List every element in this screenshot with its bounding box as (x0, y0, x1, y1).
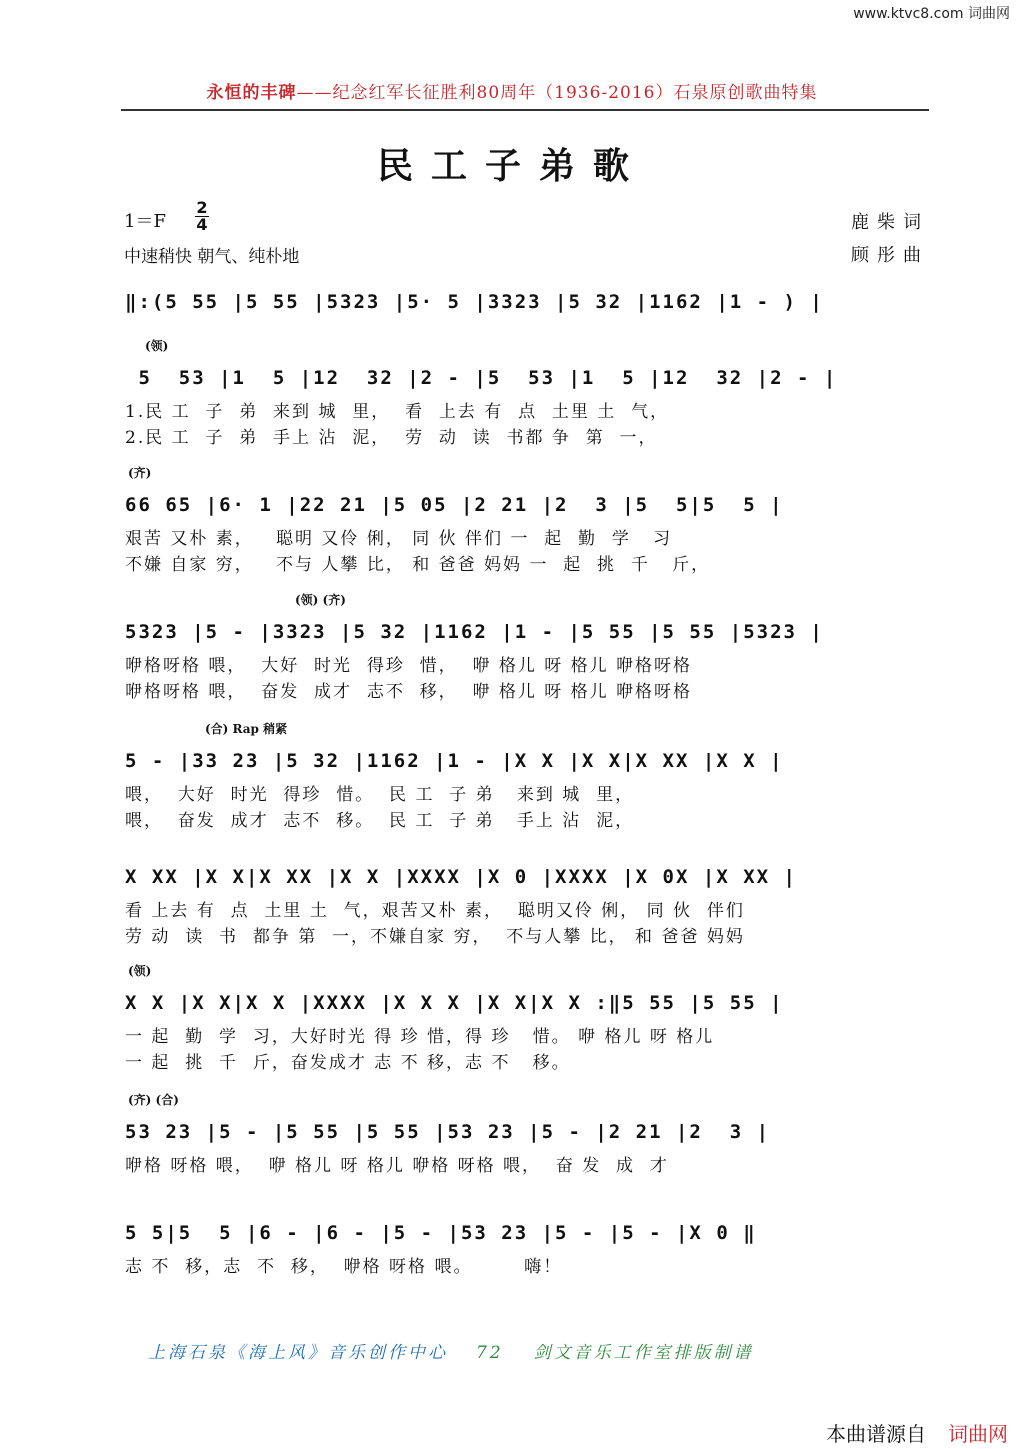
lyrics-verse-1: 喂， 大好 时光 得珍 惜。 民 工 子 弟 来到 城 里， (125, 785, 635, 805)
lyrics-verse-1: 艰苦 又朴 素， 聪明 又伶 俐， 同 伙 伴们 一 起 勤 学 习 (125, 529, 673, 549)
time-signature (195, 200, 209, 233)
notes-line: 66 65 |6· 1 |22 21 |5 05 |2 21 |2 3 |5 5|5 5 | (125, 494, 784, 516)
part-marker: (领) (128, 964, 152, 978)
notes-line: ‖:(5 55 |5 55 |5323 |5· 5 |3323 |5 32 |1162 |1 - ) | (125, 291, 824, 313)
lyrics-verse-1: 志 不 移，志 不 移， 咿格 呀格 喂。 嗨！ (125, 1257, 563, 1277)
source-site-link[interactable]: 词曲网 (948, 1422, 1008, 1446)
notes-line: X X |X X|X X |XXXX |X X X |X X|X X :‖5 55 |5 55 | (125, 992, 784, 1014)
score-row-5 (0, 722, 1024, 866)
lyrics-verse-2: 一 起 挑 千 斤，奋发成才 志 不 移，志 不 移。 (125, 1053, 571, 1073)
part-marker: (齐) (合) (128, 1093, 179, 1107)
score-row-3 (0, 466, 1024, 610)
lyrics-verse-1: 1.民 工 子 弟 来到 城 里， 看 上去 有 点 土里 土 气， (125, 402, 670, 422)
creation-center: 上海石泉《海上风》音乐创作中心 (148, 1343, 448, 1363)
lyrics-verse-2: 咿格呀格 喂， 奋发 成才 志不 移， 咿 格儿 呀 格儿 咿格呀格 (125, 682, 693, 702)
source-attribution (826, 1418, 1008, 1447)
site-watermark: www.ktvc8.com 词曲网 (853, 6, 1010, 22)
series-name: 永恒的丰碑 (206, 83, 297, 103)
page-number: 72 (476, 1343, 504, 1363)
notes-line: 53 23 |5 - |5 55 |5 55 |53 23 |5 - |2 21 |2 3 | (125, 1121, 771, 1143)
part-marker: (合) Rap 稍紧 (205, 722, 288, 736)
engraving-studio: 剑文音乐工作室排版制谱 (533, 1343, 754, 1363)
series-heading (0, 78, 1024, 103)
part-marker: (领) (齐) (295, 593, 346, 607)
part-marker: (领) (145, 339, 169, 353)
lyrics-verse-2: 不嫌 自家 穷， 不与 人攀 比， 和 爸爸 妈妈 一 起 挑 千 斤， (125, 555, 711, 575)
time-signature-bottom: 4 (196, 215, 208, 234)
source-label: 本曲谱源自 (826, 1422, 926, 1446)
lyrics-verse-2: 劳 动 读 书 都争 第 一，不嫌自家 穷， 不与人攀 比， 和 爸爸 妈妈 (125, 927, 745, 947)
lyrics-verse-2: 2.民 工 子 弟 手上 沾 泥， 劳 动 读 书都 争 第 一， (125, 428, 658, 448)
header-divider (121, 109, 929, 111)
part-marker: (齐) (128, 466, 152, 480)
composer-credit: 顾彤曲 (851, 245, 929, 266)
notes-line: 5 53 |1 5 |12 32 |2 - |5 53 |1 5 |12 32 |2 - | (125, 367, 838, 389)
tempo-marking: 中速稍快 朝气、纯朴地 (124, 247, 300, 267)
score-row-7 (0, 964, 1024, 1108)
score-row-2 (0, 339, 1024, 483)
lyrics-verse-2: 喂， 奋发 成才 志不 移。 民 工 子 弟 手上 沾 泥， (125, 811, 635, 831)
key-signature: 1＝F (124, 211, 166, 232)
time-signature-top: 2 (196, 198, 208, 217)
score-row-9 (0, 1218, 1024, 1338)
score-row-6 (0, 862, 1024, 982)
notes-line: 5 - |33 23 |5 32 |1162 |1 - |X X |X X|X XX |X X | (125, 750, 784, 772)
notes-line: 5 5|5 5 |6 - |6 - |5 - |53 23 |5 - |5 - |X 0 ‖ (125, 1222, 757, 1244)
lyrics-verse-1: 看 上去 有 点 土里 土 气，艰苦又朴 素， 聪明又伶 俐， 同 伙 伴们 (125, 901, 745, 921)
series-subtitle: ——纪念红军长征胜利80周年（1936-2016）石泉原创歌曲特集 (296, 83, 818, 103)
notes-line: 5323 |5 - |3323 |5 32 |1162 |1 - |5 55 |5 55 |5323 | (125, 621, 824, 643)
notes-line: X XX |X X|X XX |X X |XXXX |X 0 |XXXX |X 0X |X XX | (125, 866, 797, 888)
footer-credits (148, 1338, 754, 1363)
lyrics-verse-1: 咿格呀格 喂， 大好 时光 得珍 惜， 咿 格儿 呀 格儿 咿格呀格 (125, 656, 693, 676)
lyrics-verse-1: 咿格 呀格 喂， 咿 格儿 呀 格儿 咿格 呀格 喂， 奋 发 成 才 (125, 1156, 669, 1176)
lyrics-verse-1: 一 起 勤 学 习，大好时光 得 珍 惜，得 珍 惜。 咿 格儿 呀 格儿 (125, 1027, 715, 1047)
lyricist-credit: 鹿柴词 (851, 212, 929, 233)
score-row-4 (0, 593, 1024, 737)
song-title: 民工子弟歌 (376, 145, 647, 187)
